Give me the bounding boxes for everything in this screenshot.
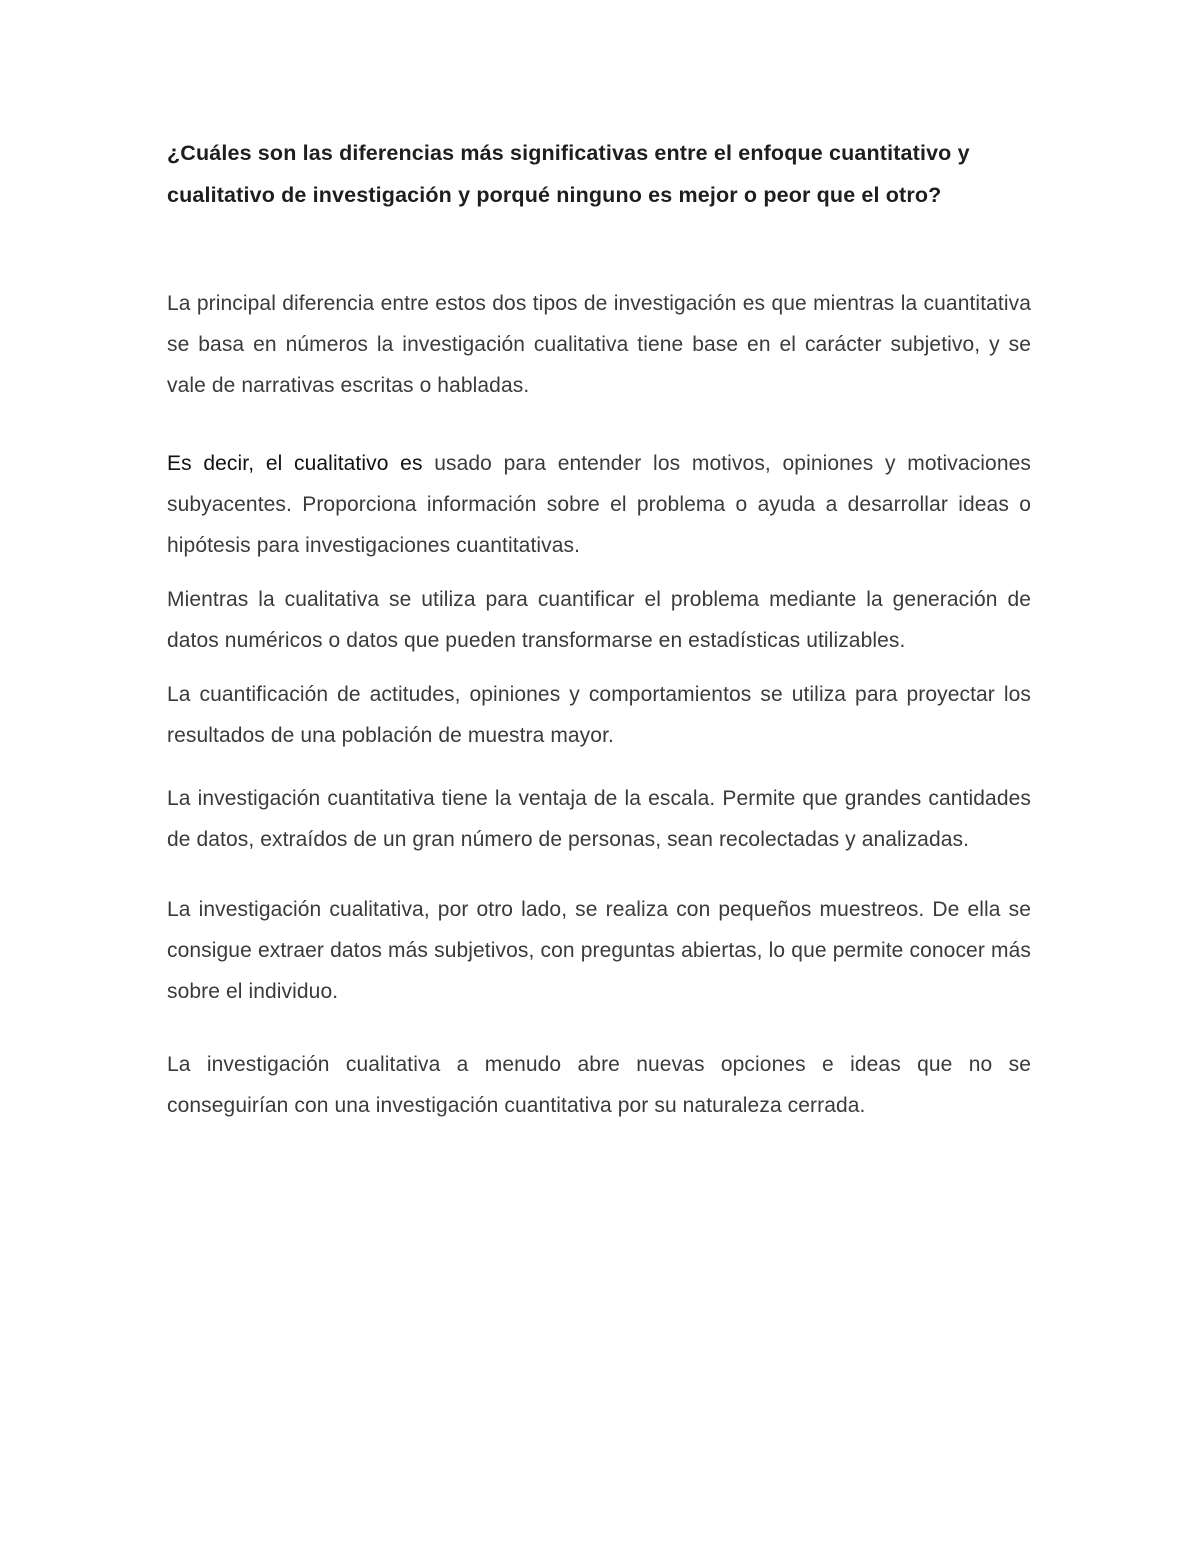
paragraph: La principal diferencia entre estos dos tipos de investigación es que mientras la cuantitativa se basa en números la investigación cualitativa tiene base en el carácter subjetivo, y se vale de narrativas escritas o habladas. [167, 292, 1031, 397]
paragraph [167, 443, 1031, 566]
paragraph: La cuantificación de actitudes, opiniones y comportamientos se utiliza para proyectar los resultados de una población de muestra mayor. [167, 683, 1031, 747]
paragraph: La investigación cualitativa a menudo abre nuevas opciones e ideas que no se conseguirían con una investigación cuantitativa por su naturaleza cerrada. [167, 1053, 1031, 1117]
document-body [167, 132, 1031, 1126]
paragraph-lead-text: Es decir, el cualitativo es [167, 452, 423, 475]
paragraph: La investigación cualitativa, por otro lado, se realiza con pequeños muestreos. De ella se consigue extraer datos más subjetivos, con preguntas abiertas, lo que permite conocer más sobre el individuo. [167, 898, 1031, 1003]
document-title: ¿Cuáles son las diferencias más significativas entre el enfoque cuantitativo y cualitativo de investigación y porqué ninguno es mejor o peor que el otro? [167, 141, 970, 207]
paragraph: La investigación cuantitativa tiene la ventaja de la escala. Permite que grandes cantidades de datos, extraídos de un gran número de personas, sean recolectadas y analizadas. [167, 787, 1031, 851]
paragraph: Mientras la cualitativa se utiliza para cuantificar el problema mediante la generación de datos numéricos o datos que pueden transformarse en estadísticas utilizables. [167, 588, 1031, 652]
paragraph-text: usado para entender los motivos, opiniones y motivaciones subyacentes. Proporciona información sobre el problema o ayuda a desarrollar ideas o hipótesis para investigaciones cuantitativas. [167, 452, 1031, 557]
